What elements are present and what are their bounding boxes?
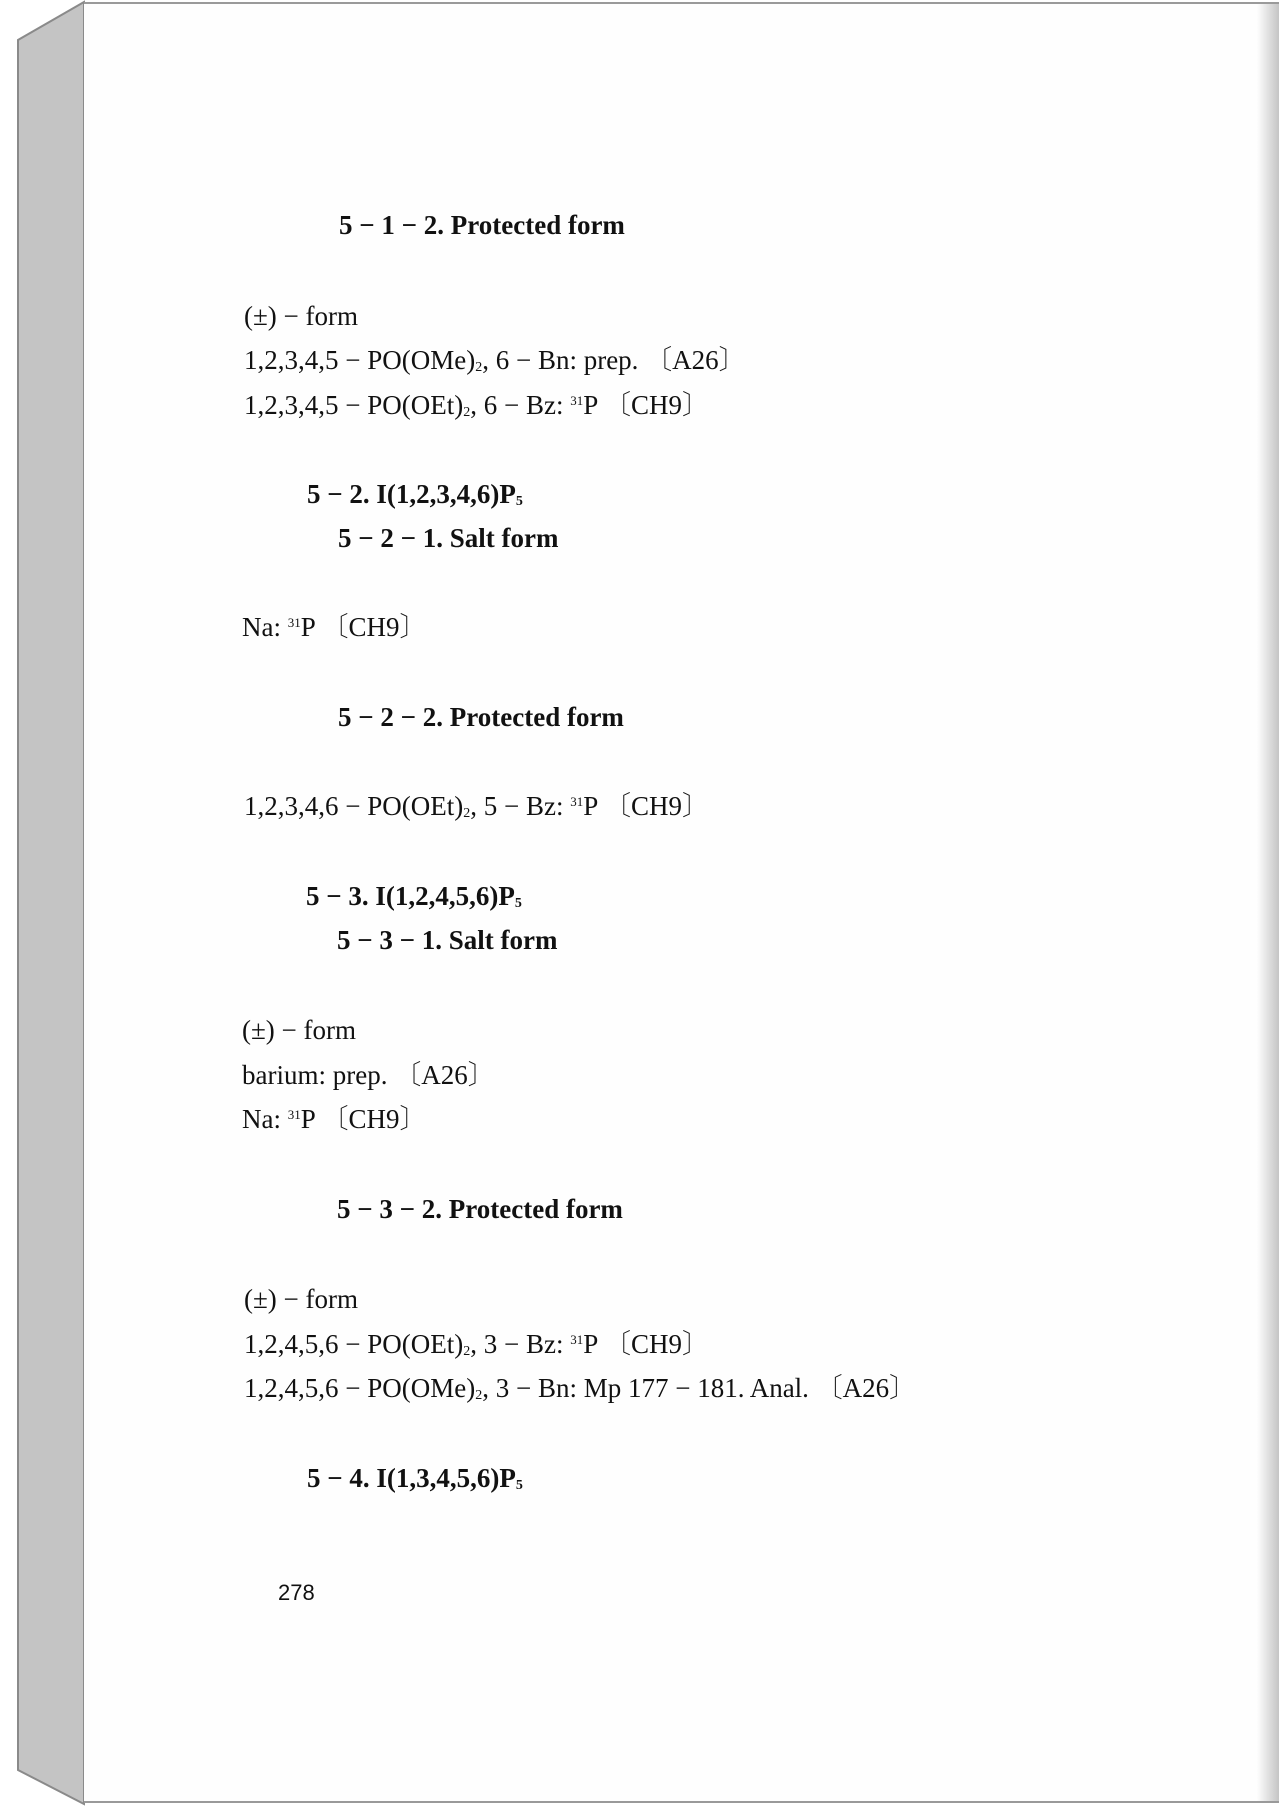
text-line: Na: $^{31}$P 〔CH9〕 [242, 612, 427, 642]
text-line: (±) − form [244, 1284, 359, 1314]
text-line: 1,2,3,4,5 − PO(OEt)2, 6 − Bz: $^{31}$P 〔CH9〕 [244, 390, 709, 420]
heading-5-3-1: 5 − 3 − 1. Salt form [337, 925, 558, 955]
heading-5-2-2: 5 − 2 − 2. Protected form [338, 702, 624, 732]
text-line: 1,2,4,5,6 − PO(OMe)2, 3 − Bn: Mp 177 − 181. Anal. 〔A26〕 [244, 1373, 917, 1403]
text-line: 1,2,3,4,6 − PO(OEt)2, 5 − Bz: $^{31}$P 〔CH9〕 [244, 791, 709, 821]
text-line: 1,2,4,5,6 − PO(OEt)2, 3 − Bz: $^{31}$P 〔CH9〕 [244, 1329, 709, 1359]
text-line: 1,2,3,4,5 − PO(OMe)2, 6 − Bn: prep. 〔A26〕 [244, 345, 746, 375]
heading-5-3: 5 − 3. I(1,2,4,5,6)P5 [306, 881, 522, 911]
heading-5-1-2: 5 − 1 − 2. Protected form [339, 210, 625, 240]
heading-5-4: 5 − 4. I(1,3,4,5,6)P5 [307, 1463, 523, 1493]
page-number: 278 [278, 1580, 315, 1605]
text-line: barium: prep. 〔A26〕 [242, 1060, 495, 1090]
document-page [84, 2, 1279, 1803]
heading-5-3-2: 5 − 3 − 2. Protected form [337, 1194, 623, 1224]
heading-5-2-1: 5 − 2 − 1. Salt form [338, 523, 559, 553]
text-line: (±) − form [242, 1015, 357, 1045]
text-line: Na: $^{31}$P 〔CH9〕 [242, 1104, 427, 1134]
text-line: (±) − form [244, 301, 359, 331]
heading-5-2: 5 − 2. I(1,2,3,4,6)P5 [307, 479, 523, 509]
